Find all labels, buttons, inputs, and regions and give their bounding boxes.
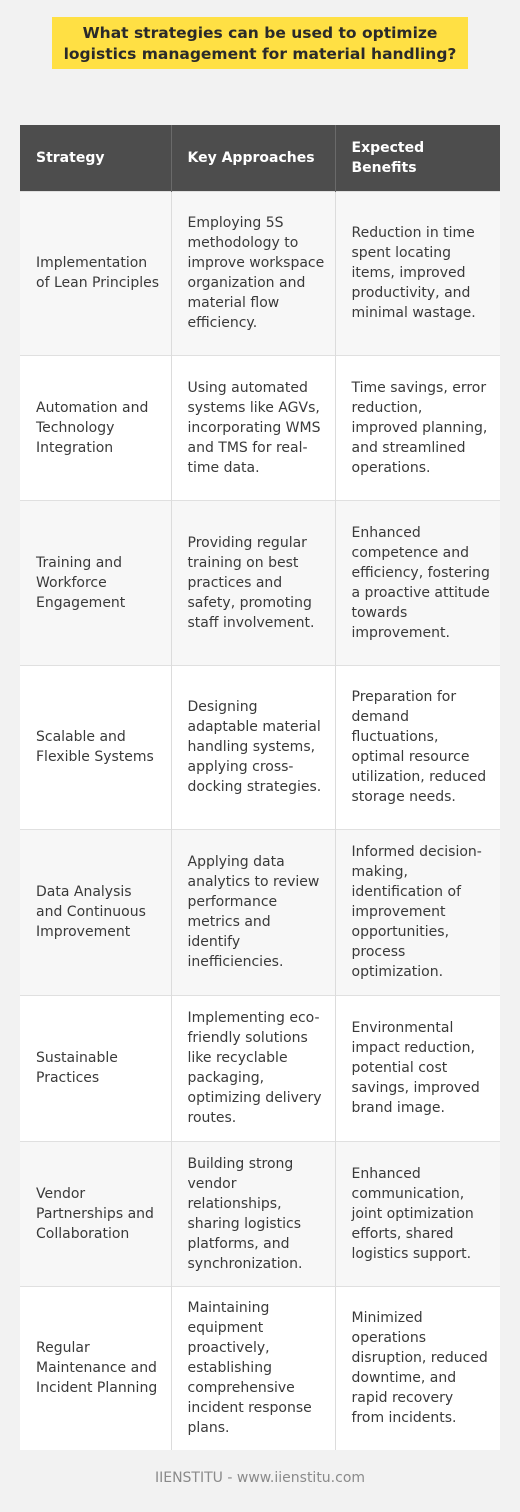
benefits-cell: Time savings, error reduction, improved planning, and streamlined operations. (351, 379, 488, 476)
table-row (20, 355, 500, 500)
strategy-cell: Regular Maintenance and Incident Planning (20, 1286, 171, 1450)
benefits-cell: Minimized operations disruption, reduced downtime, and rapid recovery from incidents. (351, 1310, 488, 1427)
approaches-cell: Providing regular training on best practices and safety, promoting staff involvement. (171, 500, 335, 665)
approaches-cell: Employing 5S methodology to improve workspace organization and material flow efficiency. (171, 191, 335, 355)
approaches-cell: Designing adaptable material handling systems, applying cross-docking strategies. (171, 665, 335, 829)
approaches-cell: Building strong vendor relationships, sharing logistics platforms, and synchronization. (171, 1141, 335, 1286)
benefits-cell: Reduction in time spent locating items, improved productivity, and minimal wastage. (351, 225, 476, 321)
footer-credit: IIENSTITU - www.iienstitu.com (154, 1470, 366, 1486)
benefits-cell: Preparation for demand fluctuations, optimal resource utilization, reduced storage needs. (351, 689, 487, 805)
benefits-cell: Environmental impact reduction, potential cost savings, improved brand image. (351, 1020, 480, 1116)
table-row (20, 1141, 500, 1286)
benefits-cell: Enhanced competence and efficiency, fostering a proactive attitude towards improvement. (351, 524, 490, 641)
benefits-cell: Informed decision-making, identification of improvement opportunities, process optimization. (351, 844, 482, 980)
strategy-cell: Data Analysis and Continuous Improvement (20, 829, 171, 995)
strategy-cell: Training and Workforce Engagement (20, 500, 171, 665)
table-row (20, 665, 500, 829)
benefits-cell: Enhanced communication, joint optimization efforts, shared logistics support. (351, 1165, 474, 1262)
approaches-cell: Applying data analytics to review performance metrics and identify inefficiencies. (171, 829, 335, 995)
table-row (20, 191, 500, 355)
table-row (20, 995, 500, 1141)
table-row (20, 500, 500, 665)
header-expected-benefits: Expected Benefits (351, 139, 425, 176)
strategy-cell: Automation and Technology Integration (20, 355, 171, 500)
approaches-cell: Implementing eco-friendly solutions like recyclable packaging, optimizing delivery routes. (171, 995, 335, 1141)
table-row (20, 1286, 500, 1450)
header-key-approaches: Key Approaches (171, 125, 335, 191)
header-strategy: Strategy (20, 125, 171, 191)
strategy-cell: Implementation of Lean Principles (20, 191, 171, 355)
table-header-row (20, 125, 500, 191)
strategy-cell: Scalable and Flexible Systems (20, 665, 171, 829)
strategy-cell: Sustainable Practices (20, 995, 171, 1141)
strategy-cell: Vendor Partnerships and Collaboration (20, 1141, 171, 1286)
table-row (20, 829, 500, 995)
approaches-cell: Maintaining equipment proactively, establishing comprehensive incident response plans. (171, 1286, 335, 1450)
approaches-cell: Using automated systems like AGVs, incorporating WMS and TMS for real-time data. (171, 355, 335, 500)
page-title: What strategies can be used to optimize logistics management for material handling? (52, 17, 468, 69)
strategies-table (20, 125, 500, 1450)
